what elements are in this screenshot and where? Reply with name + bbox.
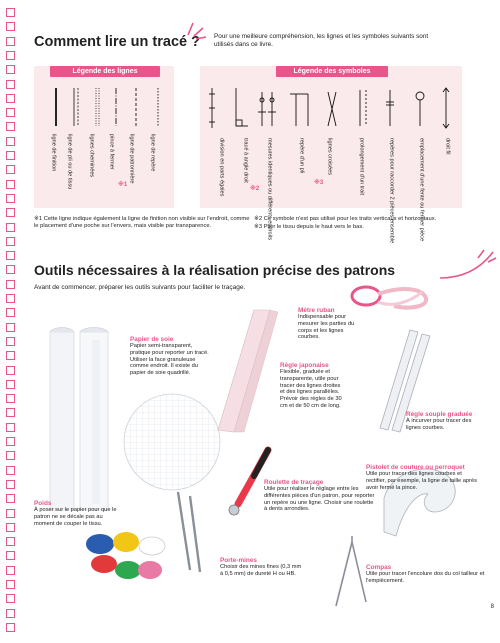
binder-square (6, 323, 15, 332)
page-number: 8 (490, 604, 494, 610)
lines-legend-label: pince à fermer (108, 134, 115, 170)
marker-2: ※2 (250, 186, 260, 192)
binder-square (6, 308, 15, 317)
binder-square (6, 566, 15, 575)
binder-square (6, 551, 15, 560)
tool-desc-roulette: Utile pour réaliser le réglage entre les différentes pièces d'un patron, pour reporter un repère ou une ligne. Choisir une roulette à dents arrondies. (264, 486, 375, 513)
note-3: ※3 Plier le tissu depuis le haut vers le bas. (254, 224, 364, 230)
tool-title-metre: Mètre ruban (298, 307, 335, 314)
binder-square (6, 437, 15, 446)
binder-square (6, 537, 15, 546)
binder-square (6, 394, 15, 403)
binder-square (6, 251, 15, 260)
binder-square (6, 108, 15, 117)
tool-desc-poids: À poser sur le papier pour que le patron ne se décale pas au moment de couper le tissu. (34, 507, 117, 527)
binder-square (6, 451, 15, 460)
symbols-legend-label: mesures identiques ou différents endroits (266, 138, 273, 241)
binder-square (6, 351, 15, 360)
binder-square (6, 580, 15, 589)
symbols-legend-samples (200, 82, 462, 134)
binder-square (6, 509, 15, 518)
tool-title-poids: Poids (34, 500, 52, 507)
binder-square (6, 137, 15, 146)
binder-square (6, 208, 15, 217)
section1-title: Comment lire un tracé ? (34, 34, 200, 50)
tools-illustration (22, 280, 500, 640)
symbols-legend-label: emplacement d'une fente ou fermer pièce (418, 138, 425, 242)
tool-desc-pistolet: Utile pour tracer des lignes courbes et rectifier, par exemple, la ligne de taille après avoir fermé la pince. (366, 471, 477, 491)
tool-title-roulette: Roulette de traçage (264, 479, 324, 486)
binder-square (6, 294, 15, 303)
tool-title-porte-mines: Porte-mines (220, 557, 257, 564)
binder-square (6, 280, 15, 289)
weights (86, 532, 165, 579)
lines-legend-label: ligne de finition (50, 134, 57, 172)
binder-square (6, 223, 15, 232)
grid-paper (124, 394, 220, 490)
binder-square (6, 8, 15, 17)
binder-square (6, 194, 15, 203)
swoosh-icon (438, 248, 498, 284)
pencil-1 (178, 492, 190, 570)
marker-3: ※3 (314, 180, 324, 186)
binder-square (6, 80, 15, 89)
section2-title: Outils nécessaires à la réalisation précise des patrons (34, 262, 396, 278)
binder-square (6, 466, 15, 475)
binder-square (6, 122, 15, 131)
binder-square (6, 337, 15, 346)
binder-square (6, 165, 15, 174)
binder-square (6, 51, 15, 60)
tool-desc-regle-souple: À incurver pour tracer des lignes courbes. (406, 418, 472, 431)
binder-square (6, 594, 15, 603)
binder-rings (6, 8, 18, 638)
marker-1: ※1 (118, 182, 128, 188)
tool-title-regle-souple: Règle souple graduée (406, 411, 473, 418)
binder-square (6, 423, 15, 432)
sparkle-icon (184, 20, 208, 40)
lines-legend-label: ligne de patronnière (128, 134, 135, 184)
binder-square (6, 151, 15, 160)
binder-square (6, 94, 15, 103)
measuring-tape (352, 287, 426, 308)
tool-desc-papier: Papier semi-transparent, pratique pour reporter un tracé. Utiliser la face granuleuse comme endroit. Il existe du papier de soie quadrillé. (130, 343, 209, 377)
binder-square (6, 609, 15, 618)
binder-square (6, 380, 15, 389)
lines-legend-samples (34, 82, 174, 130)
tissue-paper-rolls (50, 328, 108, 511)
binder-square (6, 237, 15, 246)
symbols-legend-title: Légende des symboles (276, 66, 388, 77)
section2-intro: Avant de commencer, préparer les outils suivants pour faciliter le traçage. (34, 284, 246, 291)
binder-square (6, 22, 15, 31)
binder-square (6, 623, 15, 632)
symbols-legend-label: repères pour raccorder 2 pièces ensemble (388, 138, 395, 244)
symbols-legend-label: division en parts égales (218, 138, 225, 197)
symbols-legend-label: lignes croisées (326, 138, 333, 175)
binder-square (6, 523, 15, 532)
lines-legend-label: ligne de repère (149, 134, 156, 172)
lines-legend-title: Légende des lignes (50, 66, 160, 77)
lines-legend-label: lignes cheminées (88, 134, 95, 178)
note-1: ※1 Cette ligne indique également la ligne de finition non visible sur l'endroit, comme le placement d'une poche sur l'envers, mais visible par transparence. (34, 216, 250, 229)
tool-desc-regle: Flexible, graduée et transparente, utile pour tracer des lignes droites et des lignes parallèles. Prévoir des règles de 30 cm et de 50 cm de long. (280, 369, 342, 409)
section1-intro: Pour une meilleure compréhension, les lignes et les symboles suivants sont utilisés dans ce livre. (214, 33, 429, 48)
page (22, 0, 500, 643)
tool-desc-compas: Utile pour tracer l'encolure dos du col tailleur et l'empiècement. (366, 571, 485, 584)
binder-square (6, 494, 15, 503)
binder-square (6, 180, 15, 189)
tracing-wheel (229, 450, 268, 515)
tool-title-regle: Règle japonaise (280, 362, 329, 369)
symbols-legend-label: droit fil (444, 138, 451, 155)
compass (336, 536, 366, 606)
symbols-legend-label: repère d'un pli (298, 138, 305, 174)
lines-legend-label: ligne de pli ou de tissu (66, 134, 73, 190)
binder-square (6, 65, 15, 74)
tool-desc-metre: Indispensable pour mesurer les parties du corps et les lignes courbes. (298, 314, 355, 341)
binder-square (6, 480, 15, 489)
tool-desc-porte-mines: Choisir des mines fines (0,3 mm à 0,5 mm) de dureté H ou HB. (220, 564, 302, 577)
symbols-legend-label: tracé à angle droit (242, 138, 249, 183)
tool-title-papier: Papier de soie (130, 336, 174, 343)
binder-square (6, 37, 15, 46)
binder-square (6, 366, 15, 375)
binder-square (6, 408, 15, 417)
pencil-2 (190, 496, 200, 572)
binder-square (6, 265, 15, 274)
note-2: ※2 Ce symbole n'est pas utilisé pour les traits verticaux et horizontaux. (254, 216, 437, 222)
tool-title-compas: Compas (366, 564, 392, 571)
symbols-legend-label: prolongement d'un trait (358, 138, 365, 196)
tool-title-pistolet: Pistolet de couture ou perroquet (366, 464, 465, 471)
